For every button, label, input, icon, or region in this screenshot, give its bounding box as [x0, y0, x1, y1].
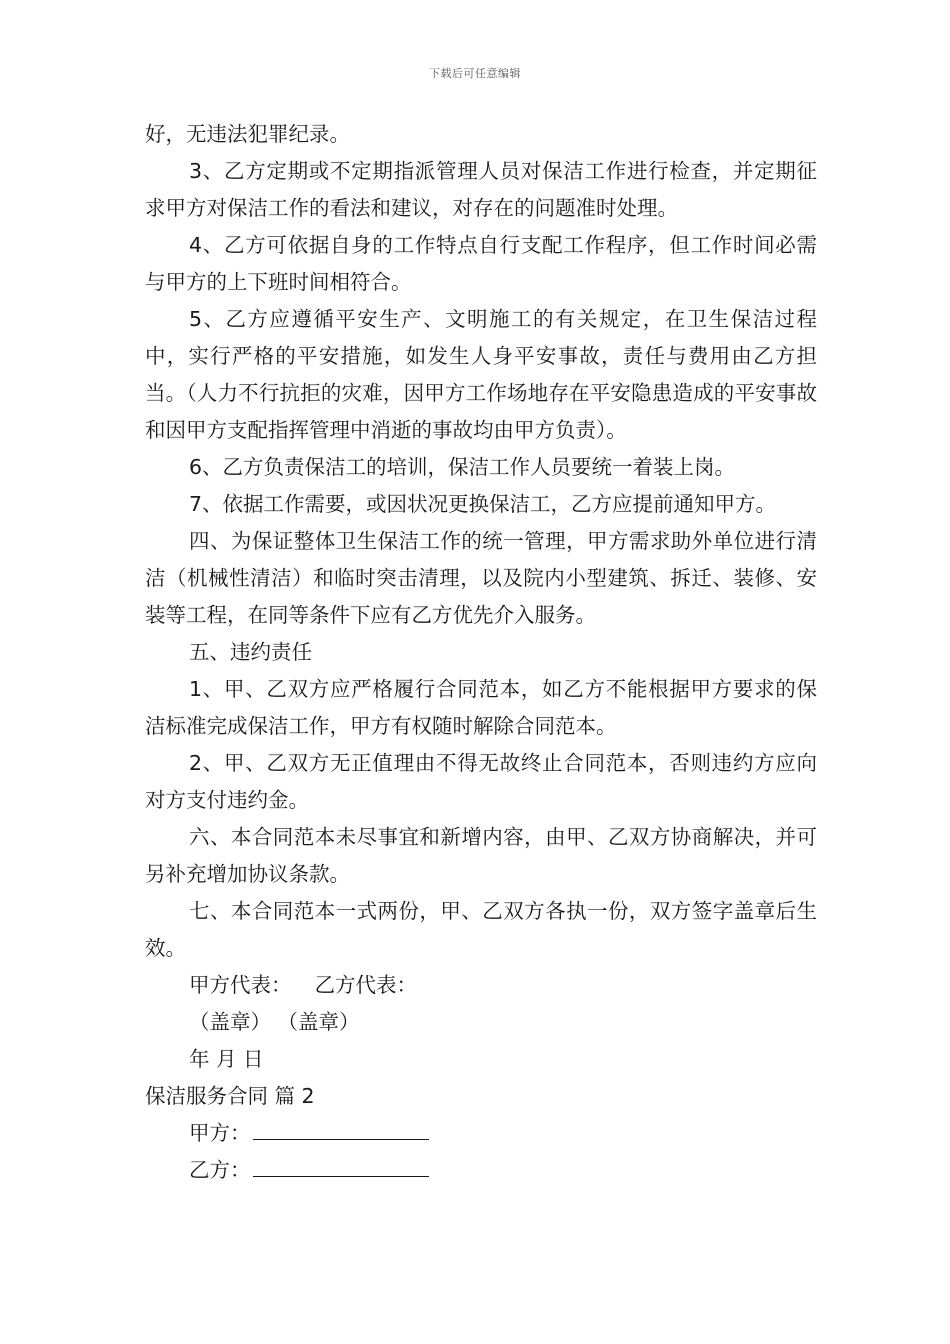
- paragraph-section-7: 七、本合同范本一式两份，甲、乙双方各执一份，双方签字盖章后生效。: [145, 899, 817, 960]
- paragraph-clause-3: 3、乙方定期或不定期指派管理人员对保洁工作进行检查，并定期征求甲方对保洁工作的看法和建议，对存在的问题准时处理。: [145, 159, 817, 220]
- paragraph-clause-5: 5、乙方应遵循平安生产、文明施工的有关规定，在卫生保洁过程中，实行严格的平安措施，如发生人身平安事故，责任与费用由乙方担当。（人力不行抗拒的灾难，因甲方工作场地存在平安隐患造成的平安事故和因甲方支配指挥管理中消逝的事故均由甲方负责）。: [145, 307, 817, 442]
- page-header: 下载后可任意编辑: [429, 67, 521, 80]
- document-body: [145, 116, 817, 1189]
- section2-party-a: [145, 1115, 817, 1152]
- paragraph-section-6: 六、本合同范本未尽事宜和新增内容，由甲、乙双方协商解决，并可另补充增加协议条款。: [145, 825, 817, 886]
- paragraph-clause-4: 4、乙方可依据自身的工作特点自行支配工作程序，但工作时间必需与甲方的上下班时间相符合。: [145, 233, 817, 294]
- party-a-label: 甲方：: [189, 1121, 251, 1145]
- party-b-rep-label: 乙方代表：: [314, 973, 418, 997]
- party-a-rep-label: 甲方代表：: [189, 973, 292, 997]
- party-b-label: 乙方：: [189, 1158, 251, 1182]
- paragraph-breach-2: 2、甲、乙双方无正值理由不得无故终止合同范本，否则违约方应向对方支付违约金。: [145, 751, 817, 812]
- signature-seals: [145, 1004, 817, 1041]
- section2-party-b: [145, 1152, 817, 1189]
- party-a-blank: [253, 1117, 429, 1140]
- seal-b-label: （盖章）: [277, 1010, 360, 1034]
- party-b-blank: [253, 1154, 429, 1177]
- section2-title: 保洁服务合同 篇 2: [145, 1084, 315, 1108]
- signature-representatives: [145, 967, 817, 1004]
- signature-date: 年 月 日: [189, 1047, 264, 1071]
- seal-a-label: （盖章）: [189, 1010, 271, 1034]
- paragraph-clause-6: 6、乙方负责保洁工的培训，保洁工作人员要统一着装上岗。: [189, 455, 736, 479]
- heading-breach-liability: 五、违约责任: [189, 640, 312, 664]
- paragraph-clause-7: 7、依据工作需要，或因状况更换保洁工，乙方应提前通知甲方。: [189, 492, 777, 516]
- paragraph-continuation: 好，无违法犯罪纪录。: [145, 122, 350, 146]
- paragraph-section-4: 四、为保证整体卫生保洁工作的统一管理，甲方需求助外单位进行清洁（机械性清洁）和临时突击清理，以及院内小型建筑、拆迁、装修、安装等工程，在同等条件下应有乙方优先介入服务。: [145, 529, 817, 627]
- paragraph-breach-1: 1、甲、乙双方应严格履行合同范本，如乙方不能根据甲方要求的保洁标准完成保洁工作，甲方有权随时解除合同范本。: [145, 677, 817, 738]
